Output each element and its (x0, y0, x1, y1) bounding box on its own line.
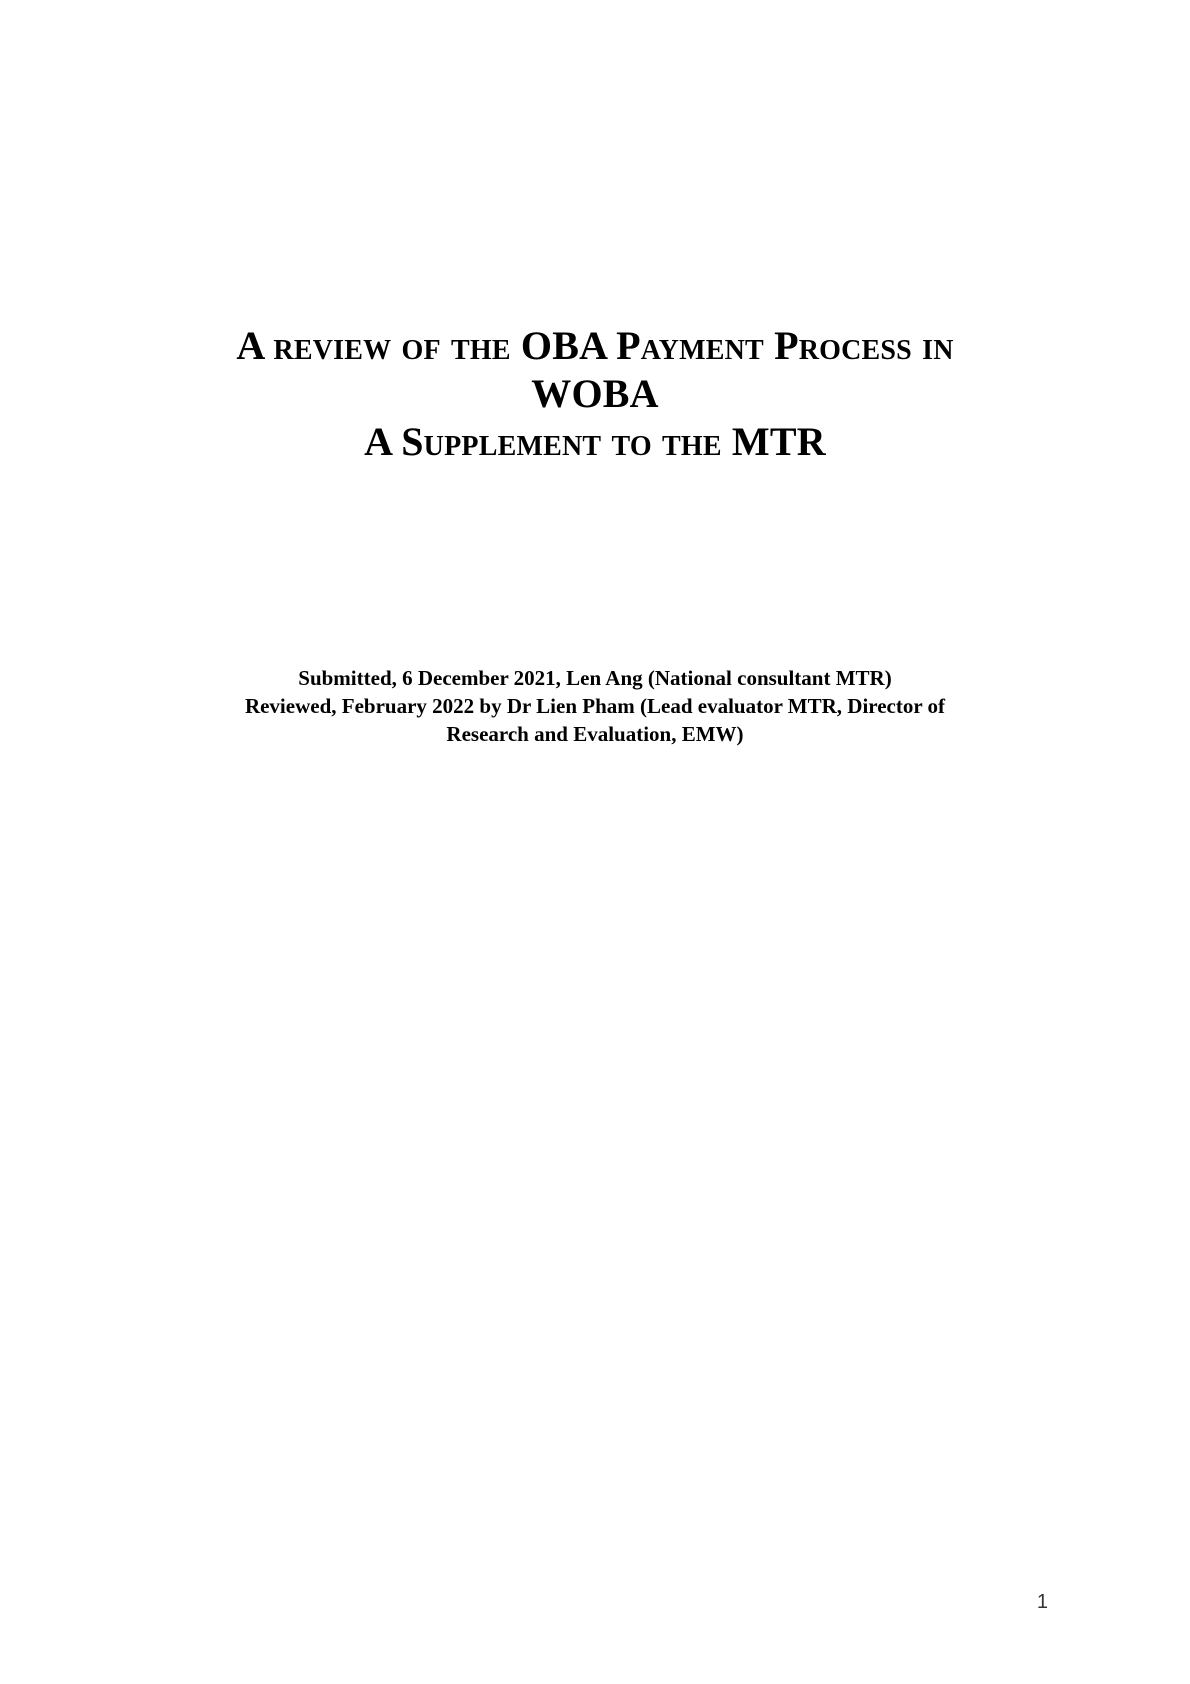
document-title (120, 322, 1070, 466)
page-number: 1 (1036, 1591, 1048, 1613)
title-line-2: WOBA (531, 371, 659, 416)
submission-info (120, 664, 1070, 748)
title-line-1: A review of the OBA Payment Process in (236, 323, 954, 368)
submission-line-2: Reviewed, February 2022 by Dr Lien Pham (Lead evaluator MTR, Director of (244, 694, 946, 718)
submission-line-3: Research and Evaluation, EMW) (446, 722, 744, 746)
submission-line-1: Submitted, 6 December 2021, Len Ang (National consultant MTR) (298, 666, 892, 690)
title-line-3: A Supplement to the MTR (364, 419, 826, 464)
